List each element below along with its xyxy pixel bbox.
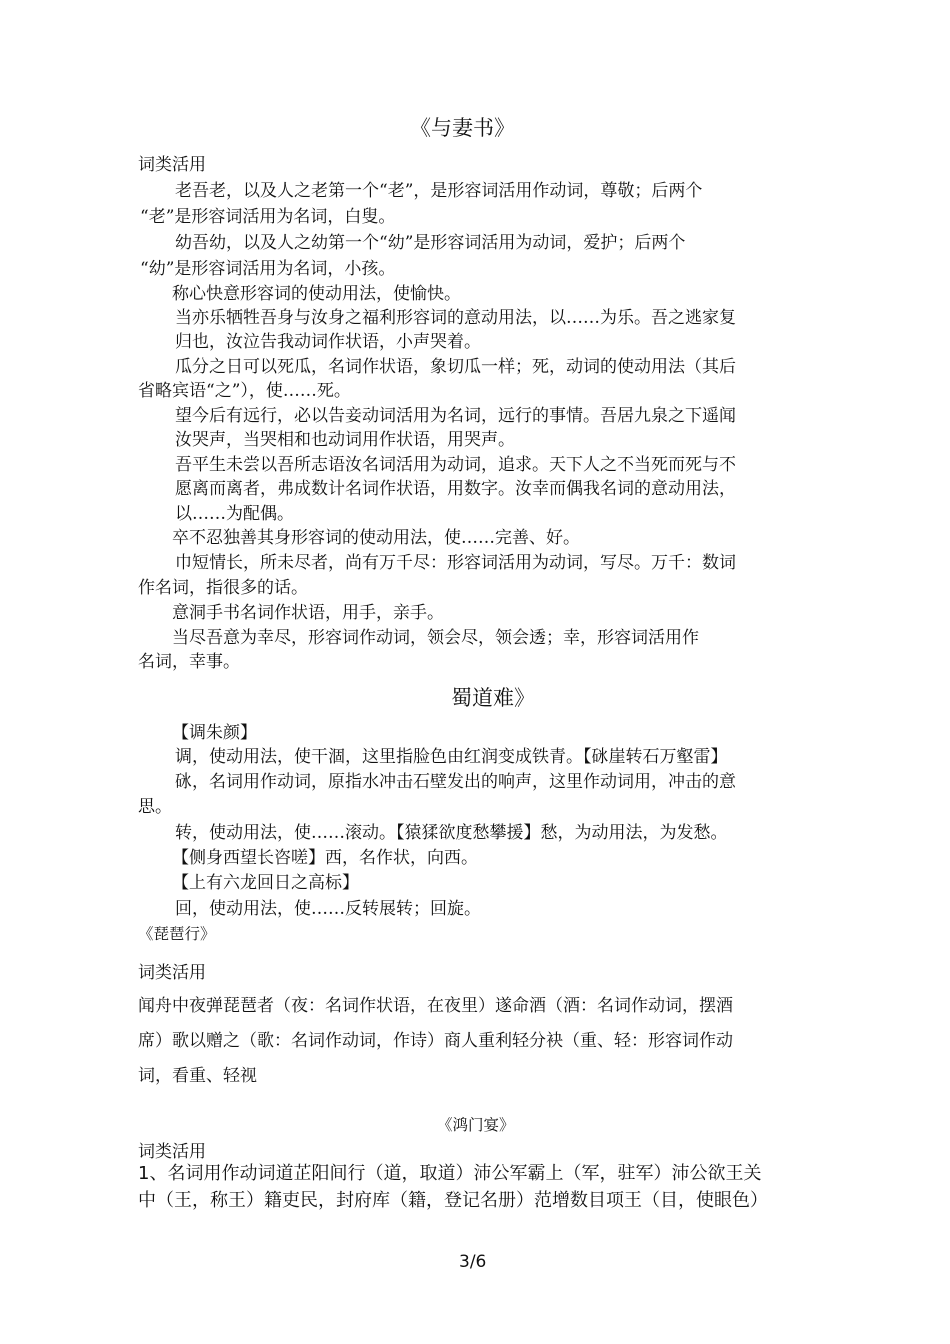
- text-line: 砯，名词用作动词，原指水冲击石壁发出的响声，这里作动词用，冲击的意: [175, 772, 736, 792]
- text-line: 望今后有远行，必以告妾动词活用为名词，远行的事情。吾居九泉之下遥闻: [175, 406, 736, 426]
- text-line: 当尽吾意为幸尽，形容词作动词，领会尽，领会透；幸，形容词活用作: [172, 628, 699, 648]
- text-line: 席）歌以赠之（歌：名词作动词，作诗）商人重利轻分袂（重、轻：形容词作动: [138, 1031, 733, 1051]
- text-line: 称心快意形容词的使动用法，使愉快。: [172, 284, 461, 304]
- text-line: 意洞手书名词作状语，用手，亲手。: [172, 603, 444, 623]
- text-line: 卒不忍独善其身形容词的使动用法，使……完善、好。: [172, 528, 580, 548]
- text-line: 以……为配偶。: [175, 504, 294, 524]
- section-heading: 词类活用: [138, 1142, 206, 1162]
- text-line: 回，使动用法，使……反转展转；回旋。: [175, 899, 481, 919]
- section-heading: 词类活用: [138, 155, 206, 175]
- text-line: 归也，汝泣告我动词作状语，小声哭着。: [175, 332, 481, 352]
- text-line: 巾短情长，所未尽者，尚有万千尽：形容词活用为动词，写尽。万千：数词: [175, 553, 736, 573]
- text-line: 愿离而离者，弗成数计名词作状语，用数字。汝幸而偶我名词的意动用法，: [175, 479, 736, 499]
- text-line: 瓜分之日可以死瓜，名词作状语，象切瓜一样；死，动词的使动用法（其后: [175, 357, 736, 377]
- text-line: 作名词，指很多的话。: [138, 578, 308, 598]
- text-line: 中（王，称王）籍吏民，封府库（籍，登记名册）范增数目项王（目，使眼色）: [138, 1190, 768, 1211]
- page-number: 3/6: [459, 1252, 487, 1272]
- text-line: 1、名词用作动词道芷阳间行（道，取道）沛公军霸上（军，驻军）沛公欲王关: [138, 1163, 762, 1184]
- text-line: 老吾老，以及人之老第一个“老”，是形容词活用作动词，尊敬；后两个: [175, 181, 703, 201]
- text-line: “幼”是形容词活用为名词，小孩。: [140, 259, 396, 279]
- text-line: 【上有六龙回日之高标】: [172, 873, 359, 893]
- text-line: 思。: [138, 797, 172, 817]
- text-line: 转，使动用法，使……滚动。【猿猱欲度愁攀援】愁，为动用法，为发愁。: [175, 823, 728, 843]
- text-line: 吾平生未尝以吾所志语汝名词活用为动词，追求。天下人之不当死而死与不: [175, 455, 736, 475]
- section-title-shudaonan: 蜀道难》: [451, 686, 535, 710]
- text-line: 闻舟中夜弹琵琶者（夜：名词作状语，在夜里）遂命酒（酒：名词作动词，摆酒: [138, 996, 733, 1016]
- text-line: 省略宾语“之”），使……死。: [138, 381, 351, 401]
- section-title-pipaxing: 《琵琶行》: [138, 925, 216, 943]
- text-line: 调，使动用法，使干涸，这里指脸色由红润变成铁青。【砯崖转石万壑雷】: [175, 747, 728, 767]
- section-title-yuqishu: 《与妻书》: [410, 116, 515, 140]
- text-line: 幼吾幼，以及人之幼第一个“幼”是形容词活用为动词，爱护；后两个: [175, 233, 686, 253]
- section-title-hongmenyan: 《鸿门宴》: [437, 1116, 515, 1134]
- text-line: 名词，幸事。: [138, 652, 240, 672]
- text-line: 汝哭声，当哭相和也动词用作状语，用哭声。: [175, 430, 515, 450]
- section-heading: 词类活用: [138, 963, 206, 983]
- text-line: “老”是形容词活用为名词，白叟。: [140, 207, 396, 227]
- text-line: 【调朱颜】: [172, 723, 257, 743]
- text-line: 词，看重、轻视: [138, 1066, 257, 1086]
- text-line: 当亦乐牺牲吾身与汝身之福利形容词的意动用法，以……为乐。吾之逃家复: [175, 308, 736, 328]
- text-line: 【侧身西望长咨嗟】西，名作状，向西。: [172, 848, 478, 868]
